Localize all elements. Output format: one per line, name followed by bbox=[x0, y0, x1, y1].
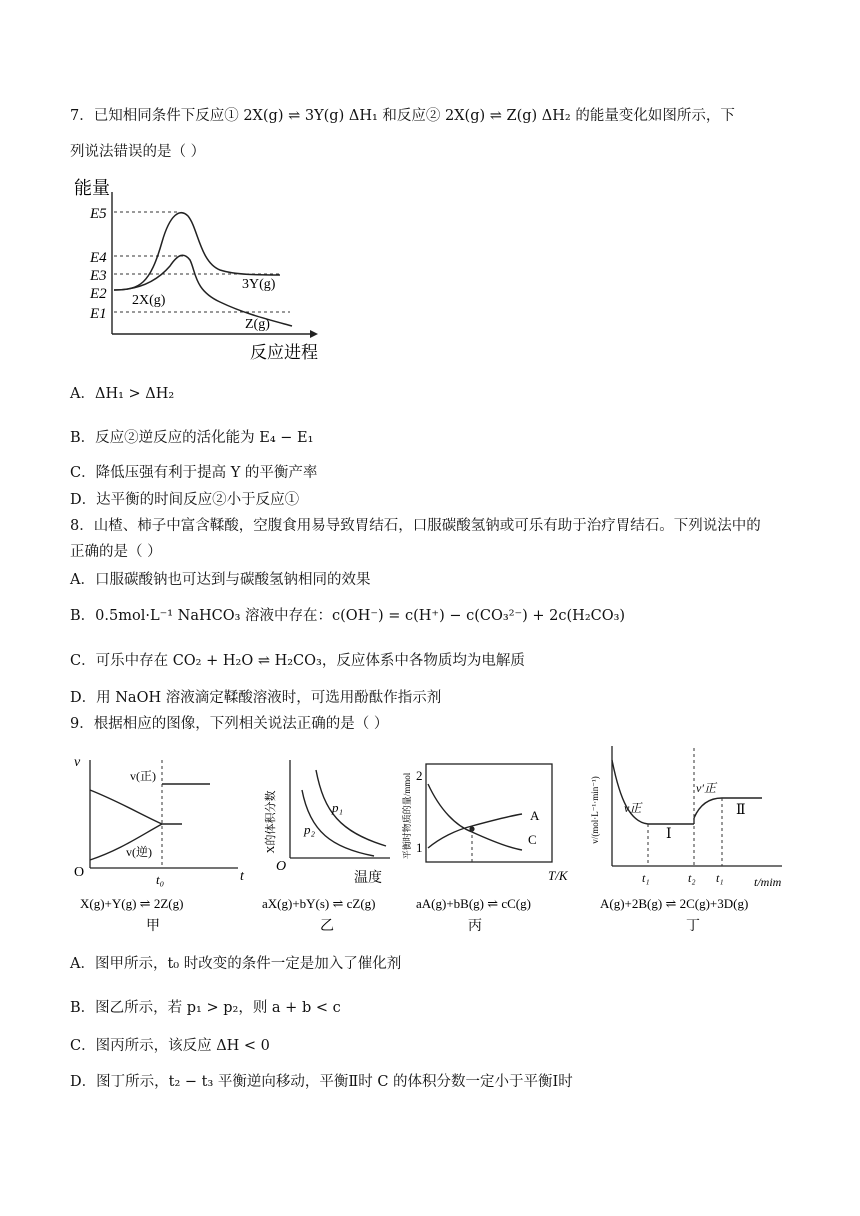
svg-text:aA(g)+bB(g) ⇌ cC(g): aA(g)+bB(g) ⇌ cC(g) bbox=[416, 896, 531, 911]
q8-option-b: B．0.5mol·L⁻¹ NaHCO₃ 溶液中存在：c(OH⁻) = c(H⁺) − c(CO₃²⁻) + 2c(H₂CO₃) bbox=[70, 608, 626, 624]
q9-option-a: A．图甲所示，t₀ 时改变的条件一定是加入了催化剂 bbox=[70, 956, 402, 972]
q7-option-b: B．反应②逆反应的活化能为 E₄ − E₁ bbox=[70, 430, 314, 446]
svg-text:v′正: v′正 bbox=[696, 781, 716, 795]
level-e4: E4 bbox=[90, 250, 107, 266]
q8-option-d: D．用 NaOH 溶液滴定鞣酸溶液时，可选用酚酞作指示剂 bbox=[70, 690, 442, 706]
label-z: Z(g) bbox=[245, 317, 270, 332]
svg-text:A(g)+2B(g) ⇌ 2C(g)+3D(g): A(g)+2B(g) ⇌ 2C(g)+3D(g) bbox=[600, 896, 749, 911]
svg-text:1: 1 bbox=[416, 840, 423, 855]
svg-text:丁: 丁 bbox=[686, 919, 700, 934]
level-e1: E1 bbox=[90, 306, 107, 322]
q8-option-a: A．口服碳酸钠也可达到与碳酸氢钠相同的效果 bbox=[70, 572, 371, 588]
svg-text:t: t bbox=[240, 869, 244, 884]
svg-text:T/K: T/K bbox=[548, 868, 568, 883]
svg-text:t₁: t₁ bbox=[716, 871, 724, 885]
svg-text:X的体积分数: X的体积分数 bbox=[265, 790, 277, 854]
label-3y: 3Y(g) bbox=[242, 277, 276, 292]
svg-text:A: A bbox=[530, 808, 540, 823]
q9-stem: 9．根据相应的图像，下列相关说法正确的是（ ） bbox=[70, 716, 389, 732]
q9-option-c: C．图丙所示，该反应 ΔH < 0 bbox=[70, 1038, 270, 1054]
svg-text:v/(mol·L⁻¹·min⁻¹): v/(mol·L⁻¹·min⁻¹) bbox=[590, 776, 600, 844]
label-2x: 2X(g) bbox=[132, 293, 166, 308]
q7-option-c: C．降低压强有利于提高 Y 的平衡产率 bbox=[70, 465, 318, 481]
svg-text:O: O bbox=[74, 865, 85, 880]
svg-text:t₁: t₁ bbox=[642, 871, 650, 885]
energy-axis-label: 能量 bbox=[74, 178, 110, 198]
svg-text:Ⅰ: Ⅰ bbox=[666, 827, 672, 842]
level-e5: E5 bbox=[90, 206, 107, 222]
svg-text:2: 2 bbox=[416, 768, 423, 783]
svg-text:温度: 温度 bbox=[354, 871, 382, 886]
svg-text:甲: 甲 bbox=[146, 919, 160, 934]
svg-text:t₂: t₂ bbox=[688, 871, 696, 885]
q9-figure-jia bbox=[70, 752, 255, 938]
svg-text:丙: 丙 bbox=[468, 919, 482, 934]
svg-text:Ⅱ: Ⅱ bbox=[736, 803, 746, 818]
svg-text:X(g)+Y(g) ⇌ 2Z(g): X(g)+Y(g) ⇌ 2Z(g) bbox=[80, 896, 184, 911]
q7-option-a: A．ΔH₁ > ΔH₂ bbox=[70, 386, 175, 402]
svg-text:v: v bbox=[74, 755, 81, 770]
q9-option-d: D．图丁所示，t₂ − t₃ 平衡逆向移动，平衡Ⅱ时 C 的体积分数一定小于平衡Ⅰ时 bbox=[70, 1074, 573, 1090]
level-e2: E2 bbox=[90, 286, 107, 302]
q9-figure-yi bbox=[258, 752, 408, 938]
q7-stem-line1: 7．已知相同条件下反应① 2X(g) ⇌ 3Y(g) ΔH₁ 和反应② 2X(g) ⇌ Z(g) ΔH₂ 的能量变化如图所示，下 bbox=[70, 108, 735, 124]
q8-stem-line2: 正确的是（ ） bbox=[70, 544, 162, 560]
svg-text:v(正): v(正) bbox=[130, 769, 156, 783]
q7-option-d: D．达平衡的时间反应②小于反应① bbox=[70, 492, 300, 508]
svg-text:平衡时物质的量/mmol: 平衡时物质的量/mmol bbox=[402, 772, 412, 860]
svg-text:t₀: t₀ bbox=[156, 872, 165, 887]
q8-stem-line1: 8．山楂、柿子中富含鞣酸，空腹食用易导致胃结石，口服碳酸氢钠或可乐有助于治疗胃结石。下列说法中的 bbox=[70, 518, 761, 534]
svg-text:C: C bbox=[528, 832, 537, 847]
svg-text:p₁: p₁ bbox=[332, 800, 344, 815]
svg-text:乙: 乙 bbox=[320, 919, 334, 934]
svg-text:t/mim: t/mim bbox=[754, 875, 782, 889]
svg-text:O: O bbox=[276, 859, 287, 874]
svg-text:aX(g)+bY(s) ⇌ cZ(g): aX(g)+bY(s) ⇌ cZ(g) bbox=[262, 896, 376, 911]
process-axis-label: 反应进程 bbox=[250, 343, 318, 362]
q9-figure-ding bbox=[586, 740, 796, 938]
q9-figure-bing bbox=[400, 740, 580, 938]
svg-text:v(逆): v(逆) bbox=[126, 845, 152, 859]
q9-option-b: B．图乙所示，若 p₁ > p₂，则 a + b < c bbox=[70, 1000, 341, 1016]
svg-text:p₂: p₂ bbox=[304, 822, 316, 837]
q7-stem-line2: 列说法错误的是（ ） bbox=[70, 144, 206, 160]
level-e3: E3 bbox=[90, 268, 107, 284]
svg-text:v正: v正 bbox=[624, 801, 642, 815]
q7-energy-diagram bbox=[70, 172, 340, 362]
q8-option-c: C．可乐中存在 CO₂ + H₂O ⇌ H₂CO₃，反应体系中各物质均为电解质 bbox=[70, 653, 525, 669]
